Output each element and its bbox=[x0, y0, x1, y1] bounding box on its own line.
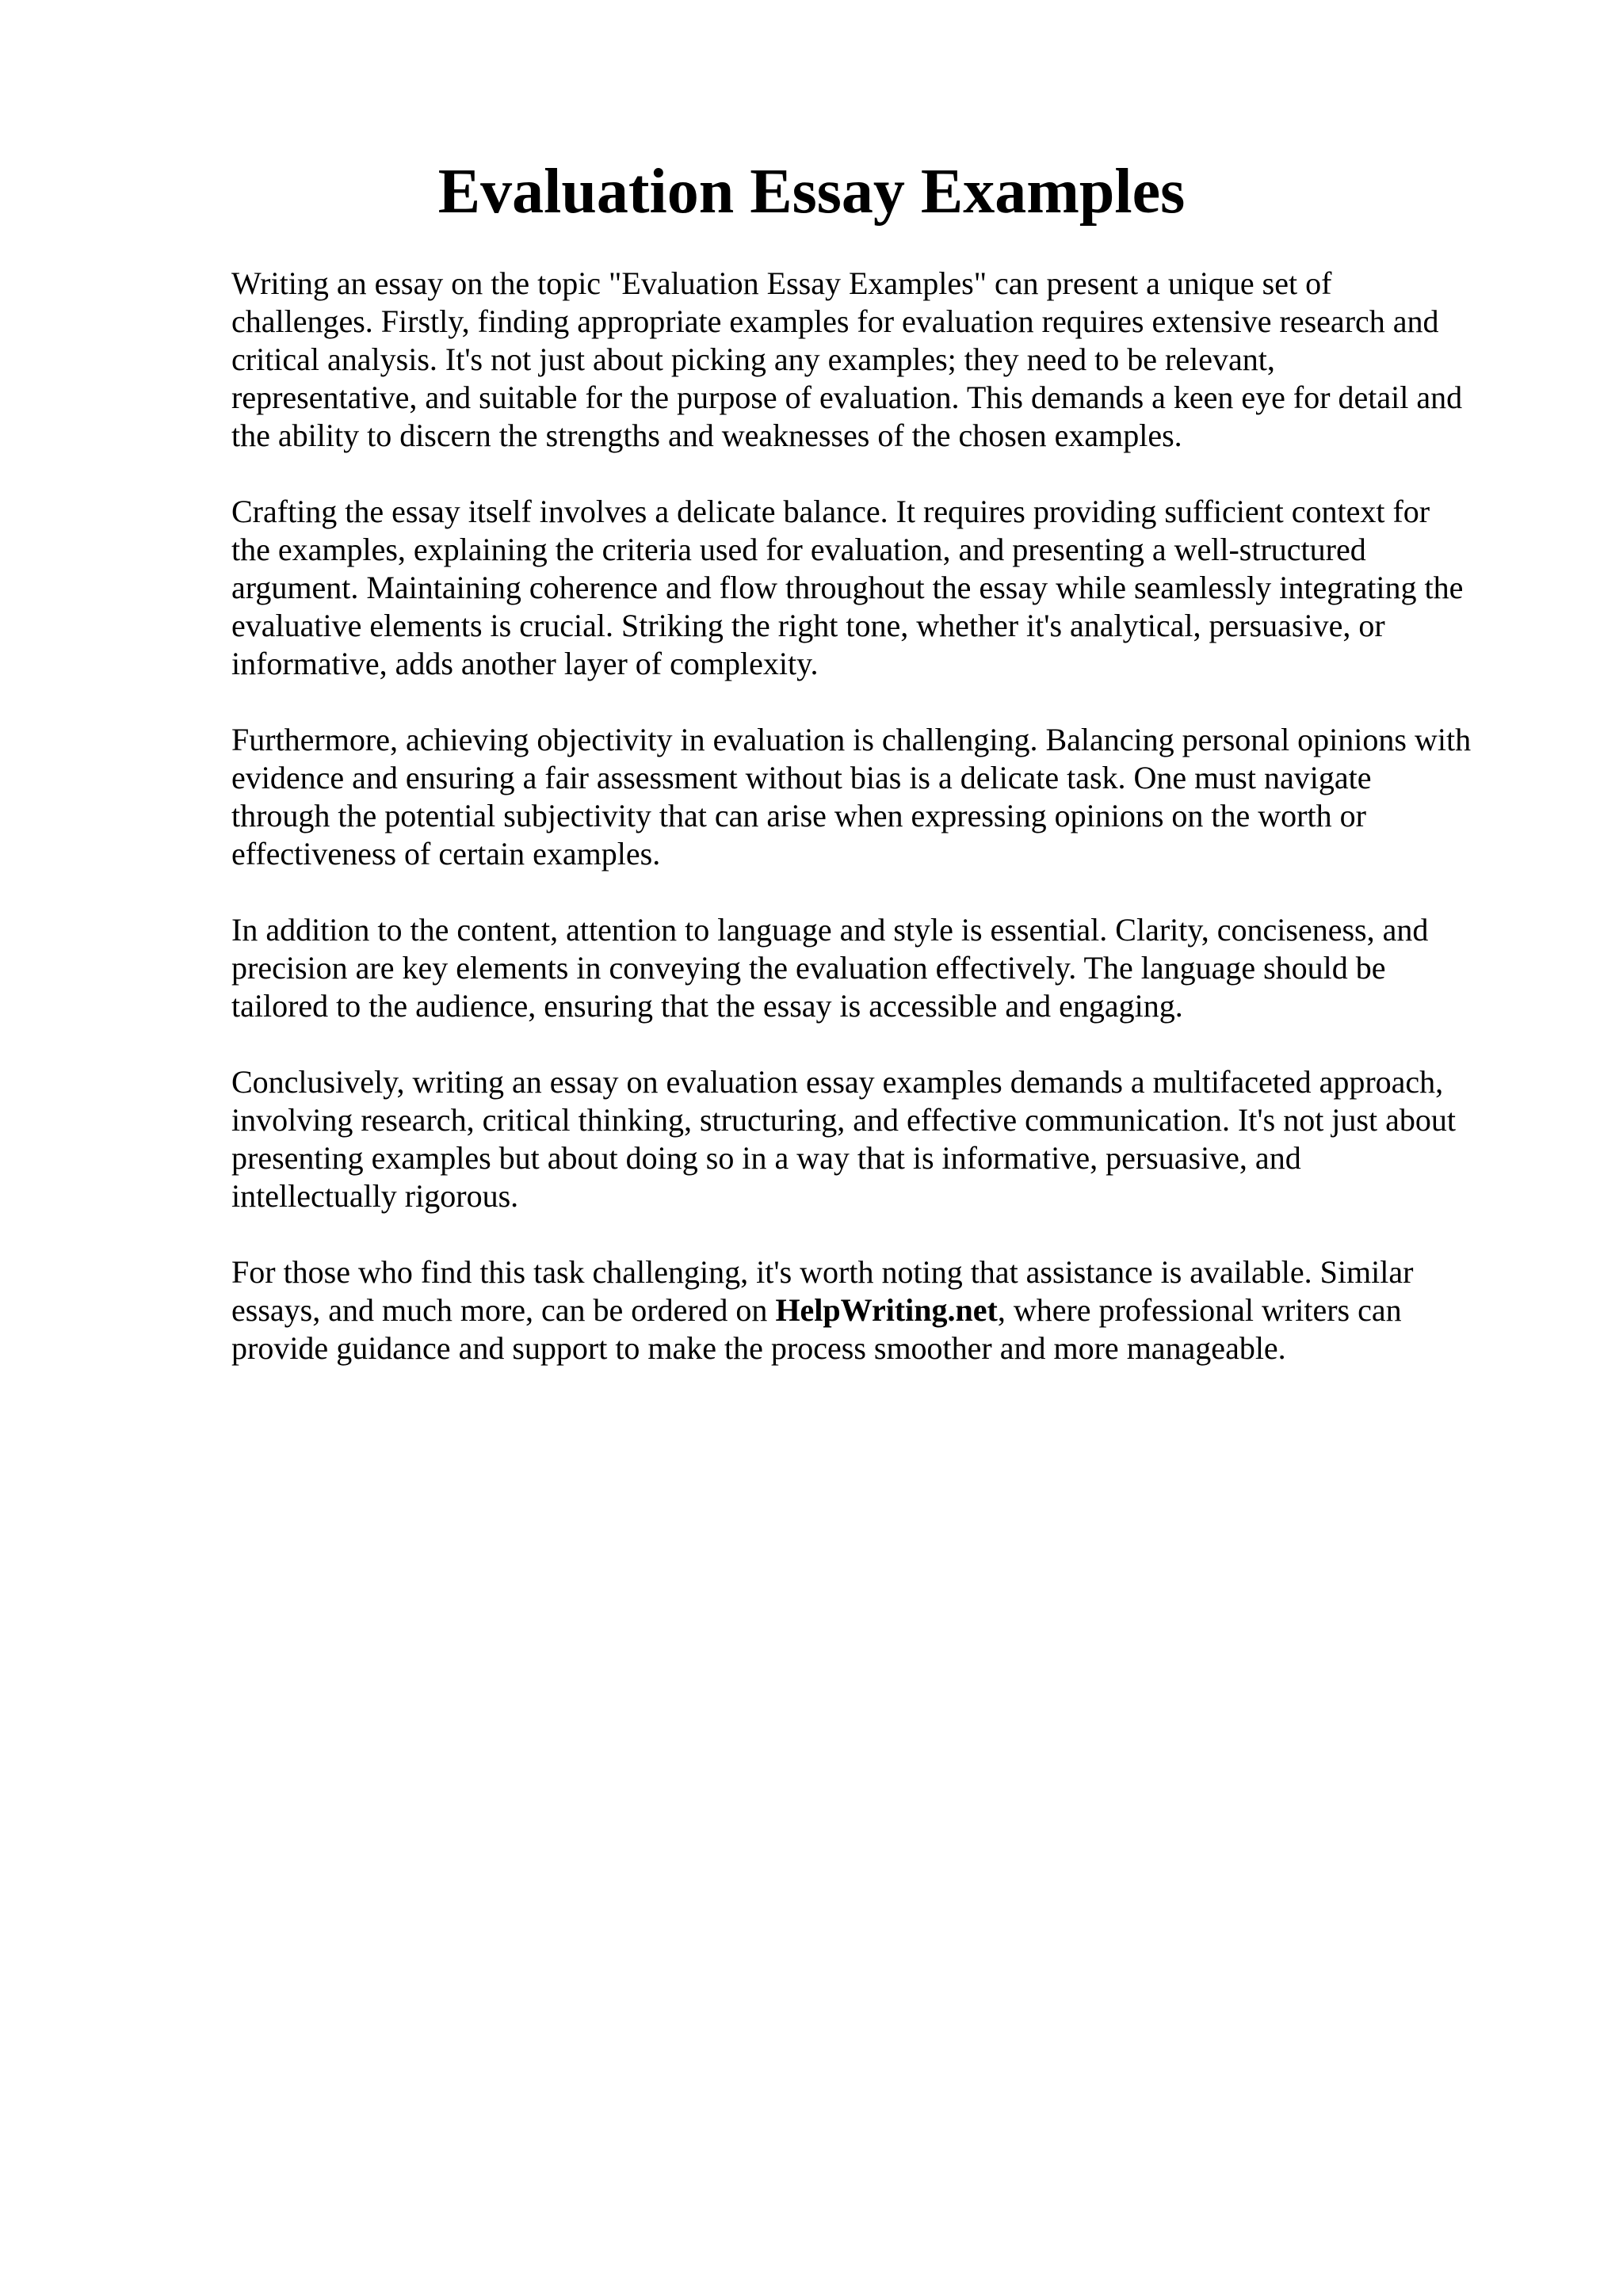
paragraph-1 bbox=[231, 265, 1531, 455]
paragraph-2 bbox=[231, 493, 1531, 683]
paragraph-line: evidence and ensuring a fair assessment without bias is a delicate task. One must navigate bbox=[231, 760, 1372, 795]
paragraph-line: presenting examples but about doing so in a way that is informative, persuasive, and bbox=[231, 1140, 1301, 1176]
paragraph-line: the ability to discern the strengths and weaknesses of the chosen examples. bbox=[231, 418, 1182, 453]
paragraph-line: For those who find this task challenging, it's worth noting that assistance is available. Similar bbox=[231, 1254, 1414, 1290]
closing-text-before: essays, and much more, can be ordered on bbox=[231, 1292, 776, 1328]
paragraph-line: critical analysis. It's not just about picking any examples; they need to be relevant, bbox=[231, 341, 1275, 377]
paragraph-line: argument. Maintaining coherence and flow throughout the essay while seamlessly integrating the bbox=[231, 570, 1464, 605]
paragraph-4 bbox=[231, 911, 1531, 1025]
paragraph-line: effectiveness of certain examples. bbox=[231, 836, 661, 871]
paragraph-5 bbox=[231, 1063, 1531, 1215]
paragraph-line: intellectually rigorous. bbox=[231, 1178, 519, 1214]
paragraph-line: Writing an essay on the topic "Evaluation Essay Examples" can present a unique set of bbox=[231, 265, 1332, 301]
paragraph-closing bbox=[231, 1253, 1531, 1367]
paragraph-line: representative, and suitable for the purpose of evaluation. This demands a keen eye for detail and bbox=[231, 379, 1463, 415]
paragraph-line: Conclusively, writing an essay on evaluation essay examples demands a multifaceted approach, bbox=[231, 1064, 1444, 1100]
paragraph-line: precision are key elements in conveying the evaluation effectively. The language should be bbox=[231, 950, 1386, 986]
paragraph-line: Furthermore, achieving objectivity in evaluation is challenging. Balancing personal opinions with bbox=[231, 722, 1472, 757]
paragraph-line: the examples, explaining the criteria used for evaluation, and presenting a well-structured bbox=[231, 532, 1366, 567]
paragraph-line: provide guidance and support to make the process smoother and more manageable. bbox=[231, 1330, 1286, 1366]
paragraph-line: challenges. Firstly, finding appropriate examples for evaluation requires extensive research and bbox=[231, 303, 1439, 339]
paragraph-line: tailored to the audience, ensuring that the essay is accessible and engaging. bbox=[231, 988, 1183, 1024]
page-title: Evaluation Essay Examples bbox=[437, 157, 1186, 227]
closing-text-after: , where professional writers can bbox=[997, 1292, 1402, 1328]
paragraph-line: evaluative elements is crucial. Striking the right tone, whether it's analytical, persuasive, or bbox=[231, 608, 1385, 643]
paragraph-3 bbox=[231, 721, 1531, 873]
paragraph-line: informative, adds another layer of complexity. bbox=[231, 646, 819, 681]
paragraph-line-with-brand bbox=[231, 1291, 1531, 1329]
helpwriting-brand-link[interactable]: HelpWriting.net bbox=[775, 1292, 998, 1328]
document-body bbox=[231, 265, 1531, 1405]
paragraph-line: involving research, critical thinking, structuring, and effective communication. It's not just about bbox=[231, 1102, 1456, 1138]
paragraph-line: through the potential subjectivity that can arise when expressing opinions on the worth or bbox=[231, 798, 1366, 833]
paragraph-line: Crafting the essay itself involves a delicate balance. It requires providing sufficient context for bbox=[231, 494, 1430, 529]
paragraph-line: In addition to the content, attention to language and style is essential. Clarity, conciseness, and bbox=[231, 912, 1429, 948]
